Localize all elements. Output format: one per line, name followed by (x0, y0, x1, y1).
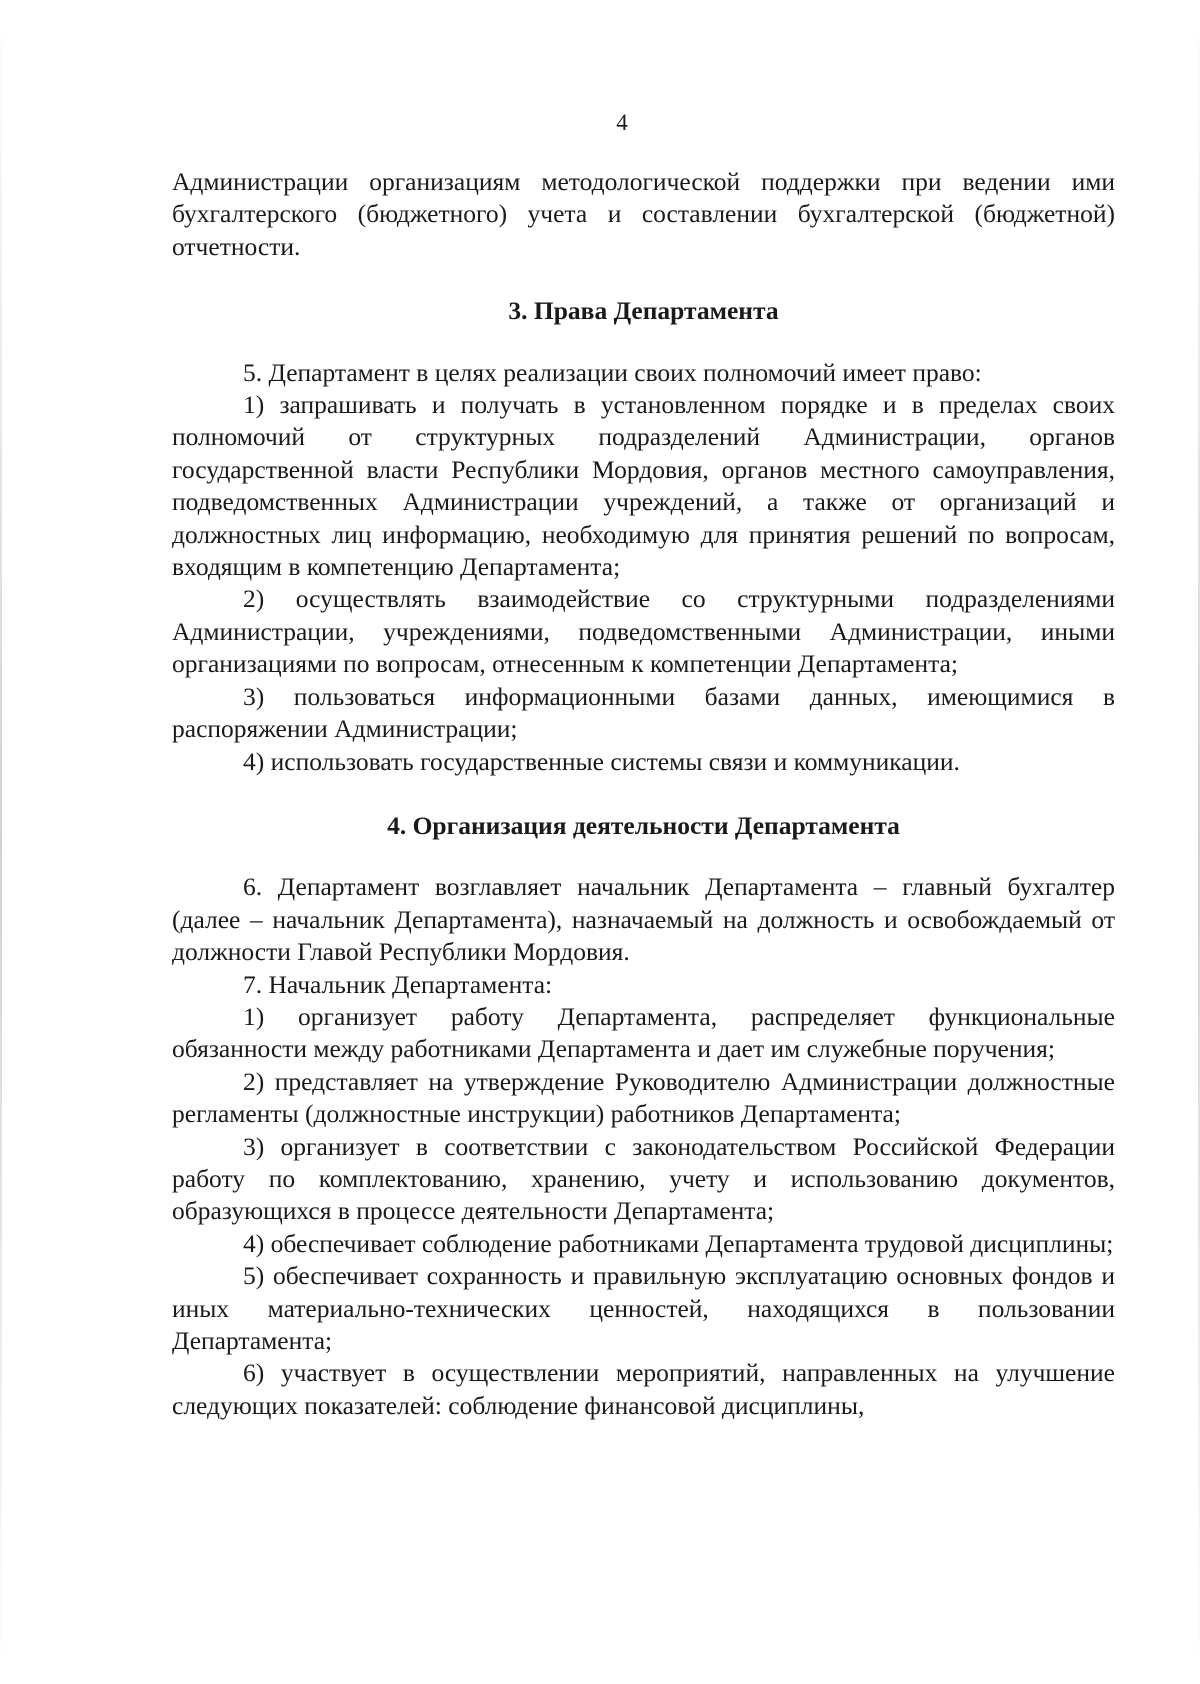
section-3-heading: 3. Права Департамента (508, 296, 779, 326)
intro-paragraph: Администрации организациям методологической поддержки при ведении ими бухгалтерского (бюджетного) учета и составлении бухгалтерской (бюджетной) отчетности. (172, 167, 1115, 261)
section-4-paragraph: 5) обеспечивает сохранность и правильную эксплуатацию основных фондов и иных материально-технических ценностей, находящихся в пользовании Департамента; (172, 1261, 1115, 1355)
section-4-paragraph: 4) обеспечивает соблюдение работниками Департамента трудовой дисциплины; (243, 1228, 1114, 1258)
document-body (172, 166, 1115, 1422)
section-3-paragraph: 5. Департамент в целях реализации своих полномочий имеет право: (243, 357, 982, 387)
section-4-paragraph: 6) участвует в осуществлении мероприятий, направленных на улучшение следующих показателей: соблюдение финансовой дисциплины, (172, 1358, 1115, 1420)
section-4-paragraph: 1) организует работу Департамента, распределяет функциональные обязанности между работниками Департамента и дает им служебные поручения; (172, 1001, 1115, 1064)
section-3-paragraph: 3) пользоваться информационными базами данных, имеющимися в распоряжении Администрации; (172, 681, 1115, 744)
section-4-paragraph: 3) организует в соответствии с законодательством Российской Федерации работу по комплектованию, хранению, учету и использованию документов, образующихся в процессе деятельности Департамента; (172, 1131, 1115, 1226)
section-3-paragraph: 4) использовать государственные системы связи и коммуникации. (243, 746, 960, 776)
section-4-heading: 4. Организация деятельности Департамента (387, 810, 900, 840)
scan-edge-left (0, 0, 2, 1684)
section-4-paragraph: 7. Начальник Департамента: (243, 969, 553, 999)
section-3-paragraph: 2) осуществлять взаимодействие со структурными подразделениями Администрации, учреждениями, подведомственными Администрации, иными организациями по вопросам, отнесенным к компетенции Департамента; (172, 584, 1115, 679)
section-4-paragraph: 2) представляет на утверждение Руководителю Администрации должностные регламенты (должностные инструкции) работников Департамента; (172, 1066, 1115, 1129)
section-4-paragraph: 6. Департамент возглавляет начальник Департамента – главный бухгалтер (далее – начальник Департамента), назначаемый на должность и освобождаемый от должности Главой Республики Мордовия. (172, 872, 1115, 967)
section-3-paragraph: 1) запрашивать и получать в установленном порядке и в пределах своих полномочий от структурных подразделений Администрации, органов государственной власти Республики Мордовия, органов местного самоуправления, подведомственных Администрации учреждений, а также от организаций и должностных лиц информацию, необходимую для принятия решений по вопросам, входящим в компетенцию Департамента; (172, 390, 1115, 582)
page-number: 4 (616, 110, 628, 135)
